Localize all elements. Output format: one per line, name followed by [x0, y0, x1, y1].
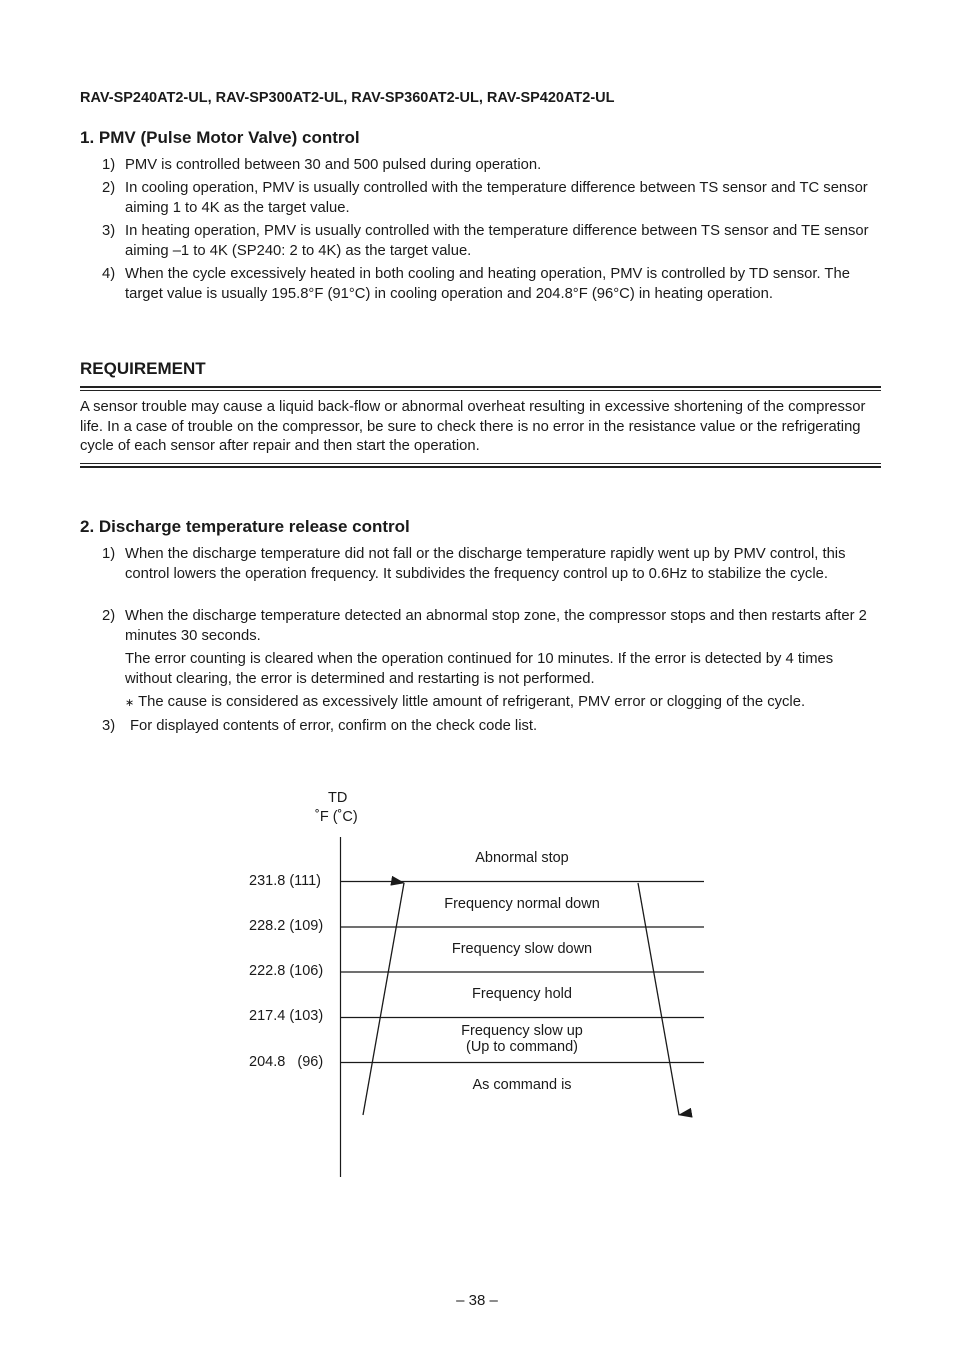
item-number: 2): [102, 608, 116, 624]
zone-as-command: As command is: [472, 1077, 572, 1093]
item-number: 1): [102, 157, 116, 173]
threshold-label: 222.8 (106): [249, 963, 324, 979]
zone-frequency-slow-up-note: (Up to command): [465, 1039, 578, 1055]
zone-abnormal-stop: Abnormal stop: [475, 850, 569, 866]
item-text: For displayed contents of error, confirm on the check code list.: [130, 718, 538, 734]
asterisk-icon: ∗: [125, 697, 135, 709]
item-text: The error counting is cleared when the operation continued for 10 minutes. If the error is detected by 4 times without clearing, the error is determined and restarting is not performed.: [125, 651, 834, 687]
item-number: 3): [102, 223, 116, 239]
threshold-label: 217.4 (103): [249, 1008, 324, 1024]
item-number: 4): [102, 266, 116, 282]
zone-frequency-hold: Frequency hold: [472, 986, 572, 1002]
threshold-label: 231.8 (111): [249, 873, 322, 889]
threshold-label: 228.2 (109): [249, 918, 324, 934]
item-text: In heating operation, PMV is usually controlled with the temperature difference between TS sensor and TE sensor aiming –1 to 4K (SP240: 2 to 4K) as the target value.: [125, 223, 869, 259]
requirement-body: A sensor trouble may cause a liquid back-flow or abnormal overheat resulting in excessive shortening of the compressor life. In a case of trouble on the compressor, be sure to check there is no error in the resistance value or the refrigerating cycle of each sensor after repair and then start the operation.: [80, 399, 866, 454]
zone-frequency-slow-down: Frequency slow down: [451, 941, 593, 957]
note-text: The cause is considered as excessively little amount of refrigerant, PMV error or clogging of the cycle.: [138, 694, 806, 710]
zone-frequency-slow-up: Frequency slow up: [461, 1023, 583, 1039]
axis-unit: ˚F (˚C): [315, 809, 358, 825]
zone-frequency-normal-down: Frequency normal down: [444, 896, 600, 912]
item-text: When the cycle excessively heated in both cooling and heating operation, PMV is controlled by TD sensor. The target value is usually 195.8°F (91°C) in cooling operation and 204.8°F (96°C) in heating operation.: [125, 266, 850, 302]
item-text: When the discharge temperature did not fall or the discharge temperature rapidly went up by PMV control, this control lowers the operation frequency. It subdivides the frequency control up to 0.6Hz to stabilize the cycle.: [125, 546, 846, 582]
item-text: PMV is controlled between 30 and 500 pulsed during operation.: [125, 157, 542, 173]
item-number: 1): [102, 546, 116, 562]
page-number: – 38 –: [456, 1292, 498, 1309]
section2-title: 2. Discharge temperature release control: [80, 517, 410, 536]
model-list: RAV-SP240AT2-UL, RAV-SP300AT2-UL, RAV-SP360AT2-UL, RAV-SP420AT2-UL: [80, 90, 615, 106]
axis-label: TD: [328, 790, 348, 806]
threshold-label: 204.8 (96): [249, 1054, 324, 1070]
item-text: In cooling operation, PMV is usually controlled with the temperature difference between TS sensor and TC sensor aiming 1 to 4K as the target value.: [125, 180, 868, 216]
item-number: 3): [102, 718, 116, 734]
section1-title: 1. PMV (Pulse Motor Valve) control: [80, 128, 360, 147]
item-number: 2): [102, 180, 116, 196]
requirement-title: REQUIREMENT: [80, 359, 206, 378]
item-text: When the discharge temperature detected an abnormal stop zone, the compressor stops and then restarts after 2 minutes 30 seconds.: [125, 608, 867, 644]
